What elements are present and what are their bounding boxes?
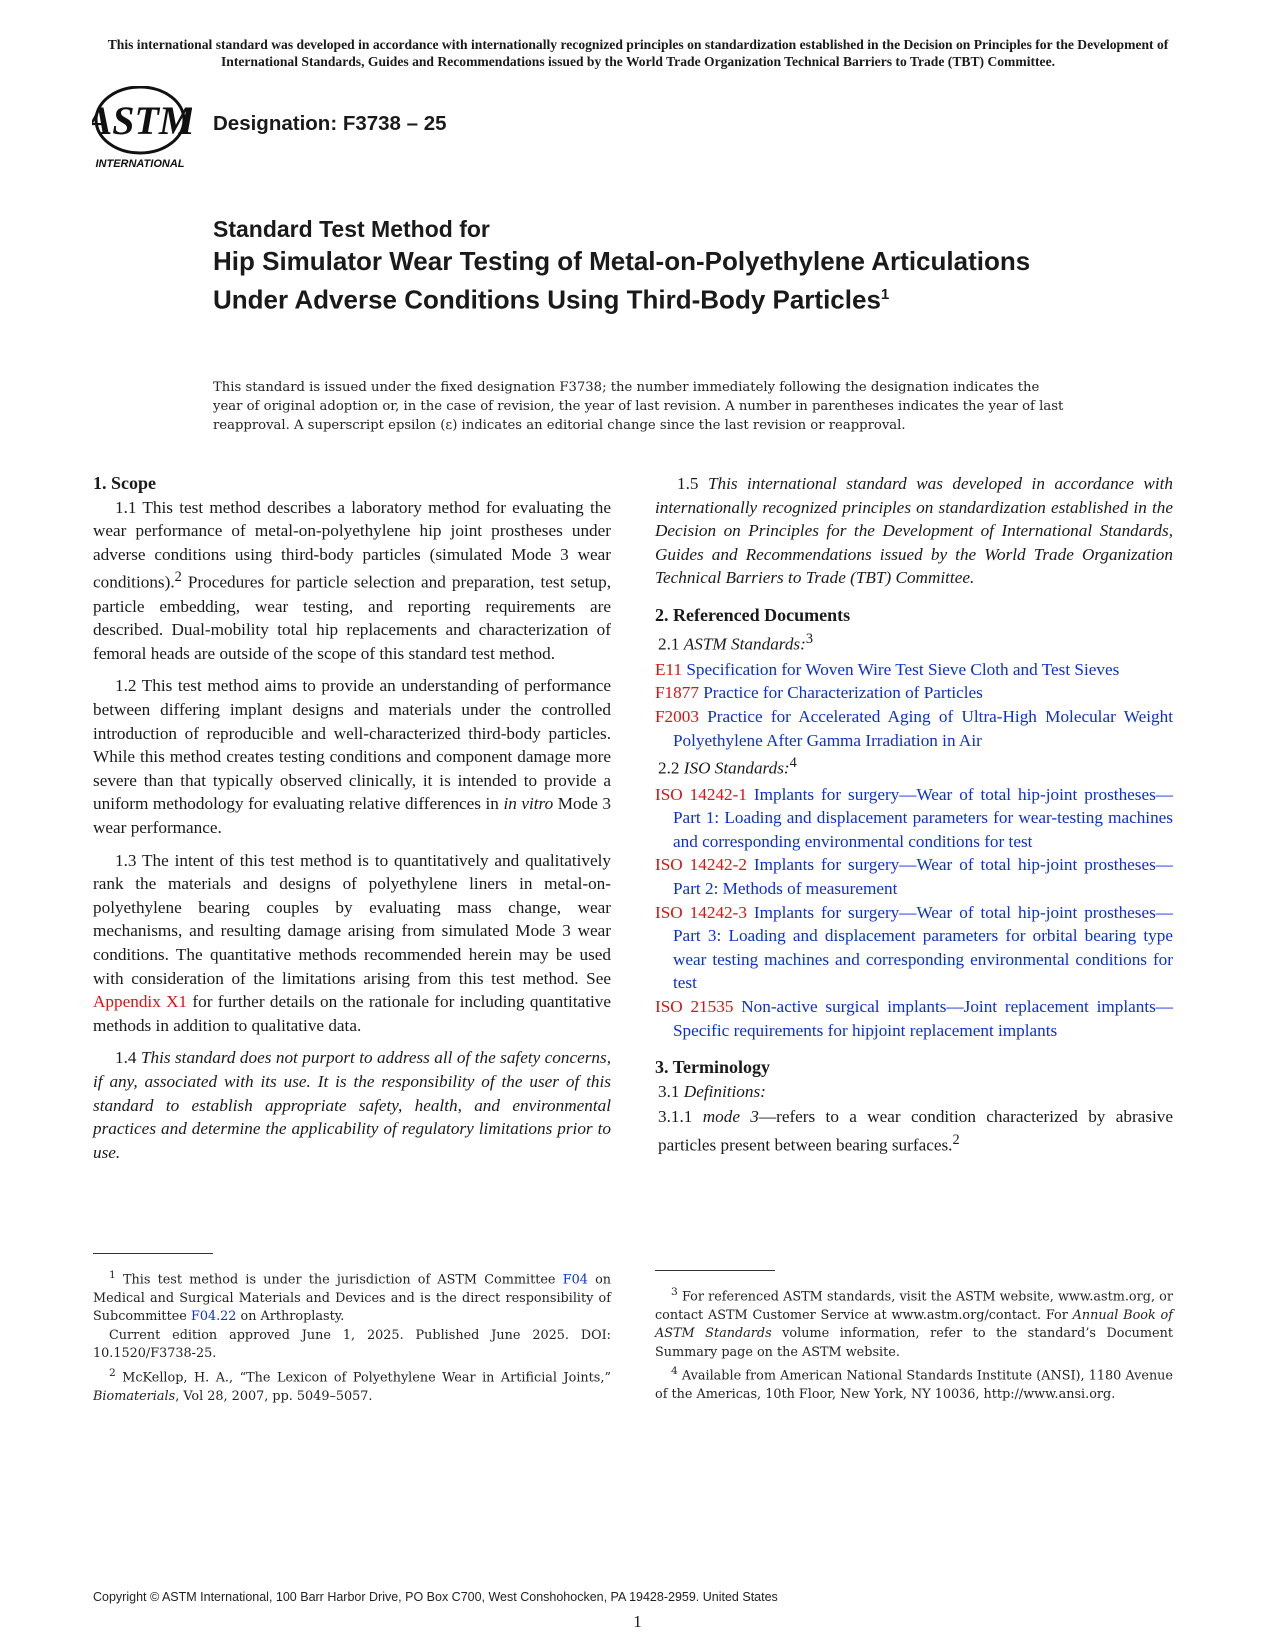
t1-num: 3.1.1 bbox=[658, 1107, 703, 1127]
footnote-1-text-c: on Arthroplasty. bbox=[236, 1309, 345, 1325]
ref-code[interactable]: ISO 14242-2 bbox=[655, 855, 747, 875]
copyright-line: Copyright © ASTM International, 100 Barr Harbor Drive, PO Box C700, West Conshohocken, PA 19428-2959. United States bbox=[93, 1590, 778, 1604]
footnote-rule-right bbox=[655, 1270, 775, 1271]
ref-astm-f1877[interactable] bbox=[655, 681, 1173, 705]
left-column bbox=[93, 472, 611, 1173]
subcommittee-link[interactable]: F04.22 bbox=[190, 1309, 237, 1325]
astm-sup: 3 bbox=[805, 630, 814, 647]
ref-title[interactable]: Specification for Woven Wire Test Sieve Cloth and Test Sieves bbox=[682, 659, 1120, 679]
paragraph-1-4 bbox=[93, 1046, 611, 1164]
ref-astm-e11[interactable] bbox=[655, 658, 1173, 682]
ref-iso-21535[interactable] bbox=[655, 995, 1173, 1042]
footnote-3-text-b: volume information, refer to the standard’s Document Summary page on the ASTM website. bbox=[655, 1326, 1173, 1360]
ref-title[interactable]: Implants for surgery—Wear of total hip-joint prostheses—Part 1: Loading and displacement parameters for wear-testing machines and corresponding environmental conditions for test bbox=[673, 784, 1173, 851]
logo-text: ASTM bbox=[92, 98, 192, 143]
astm-logo-icon bbox=[92, 86, 192, 172]
paragraph-1-3 bbox=[93, 849, 611, 1038]
p3-text-a: 1.3 The intent of this test method is to quantitatively and qualitatively rank the materials and designs of polyethylene liners in metal-on-polyethylene bearing couples by evaluating mass change, wear mechanisms, and resulting damage arising from simulated Mode 3 wear conditions. The quantitative methods recommended herein may be used with consideration of the limitations arising from this test method. See bbox=[93, 850, 611, 988]
paragraph-1-1 bbox=[93, 496, 611, 666]
ref-title[interactable]: Non-active surgical implants—Joint replacement implants—Specific requirements for hipjoint replacement implants bbox=[673, 996, 1173, 1040]
footnote-1-text-a: This test method is under the jurisdiction of ASTM Committee bbox=[115, 1272, 563, 1288]
right-column bbox=[655, 472, 1173, 1159]
definitions-label bbox=[655, 1080, 1173, 1104]
page-number: 1 bbox=[633, 1612, 642, 1631]
paragraph-1-2 bbox=[93, 674, 611, 839]
iso-label: ISO Standards: bbox=[683, 759, 790, 778]
section-heading-scope: 1. Scope bbox=[93, 473, 156, 493]
footnotes-right bbox=[655, 1283, 1173, 1405]
ref-code[interactable]: F2003 bbox=[655, 707, 699, 727]
footnote-1 bbox=[93, 1266, 611, 1327]
ref-title[interactable]: Implants for surgery—Wear of total hip-joint prostheses—Part 2: Methods of measurement bbox=[673, 855, 1173, 898]
p3-text-b: for further details on the rationale for including quantitative methods in addition to qualitative data. bbox=[93, 992, 611, 1035]
appendix-link[interactable]: Appendix X1 bbox=[93, 992, 188, 1012]
astm-logo bbox=[92, 86, 192, 172]
t1-sup: 2 bbox=[952, 1131, 960, 1148]
ref-title[interactable]: Practice for Accelerated Aging of Ultra-High Molecular Weight Polyethylene After Gamma Irradiation in Air bbox=[673, 707, 1173, 750]
designation: Designation: F3738 – 25 bbox=[213, 112, 447, 135]
p4-number: 1.4 bbox=[115, 1048, 141, 1068]
ref-code[interactable]: ISO 21535 bbox=[655, 996, 734, 1016]
top-notice: This international standard was developed in accordance with internationally recognized principles on standardization established in the Decision on Principles for the Development of International Standards, Guides and Recommendations issued by the World Trade Organization Technical Barriers to Trade (TBT) Committee. bbox=[107, 37, 1169, 69]
footnote-2-text-b: , Vol 28, 2007, pp. 5049–5057. bbox=[175, 1388, 373, 1404]
footnote-4-mark: 4 bbox=[671, 1364, 678, 1378]
footnote-2-italic: Biomaterials bbox=[93, 1388, 176, 1404]
section-heading-terminology: 3. Terminology bbox=[655, 1057, 771, 1078]
title-main-text: Hip Simulator Wear Testing of Metal-on-Polyethylene Articulations Under Adverse Conditions Using Third-Body Particles bbox=[213, 246, 1031, 315]
t1-text: —refers to a wear condition characterized by abrasive particles present between bearing surfaces. bbox=[658, 1107, 1174, 1155]
footnote-3-italic: Annual Book of ASTM Standards bbox=[655, 1307, 1173, 1342]
iso-num: 2.2 bbox=[658, 759, 684, 778]
ref-iso-14242-2[interactable] bbox=[655, 853, 1173, 900]
title-footnote-mark: 1 bbox=[880, 286, 890, 303]
p2-italic: in vitro bbox=[503, 794, 554, 814]
footnote-4-text: Available from American National Standards Institute (ANSI), 1180 Avenue of the Americas, 10th Floor, New York, NY 10036, http://www.ansi.org. bbox=[655, 1368, 1173, 1403]
iso-sup: 4 bbox=[789, 755, 797, 772]
section-heading-referenced: 2. Referenced Documents bbox=[655, 604, 851, 625]
astm-num: 2.1 bbox=[658, 634, 684, 654]
def-num: 3.1 bbox=[658, 1081, 684, 1101]
title-pre: Standard Test Method for bbox=[213, 216, 490, 242]
issued-note: This standard is issued under the fixed designation F3738; the number immediately following the designation indicates the year of original adoption or, in the case of revision, the year of last revision. A number in parentheses indicates the year of last reapproval. A superscript epsilon (ε) indicates an editorial change since the last revision or reapproval. bbox=[213, 380, 1064, 433]
p2-text-b: Mode 3 wear performance. bbox=[93, 794, 611, 838]
ref-code[interactable]: E11 bbox=[655, 659, 683, 679]
p1-text-a: 1.1 This test method describes a laboratory method for evaluating the wear performance of metal-on-polyethylene hip joint prostheses under adverse conditions using third-body particles (simulated Mode 3 wear conditions). bbox=[93, 497, 611, 593]
footnote-2-mark: 2 bbox=[109, 1365, 116, 1379]
def-label: Definitions: bbox=[683, 1081, 766, 1101]
footnote-4 bbox=[655, 1362, 1173, 1404]
ref-title[interactable]: Implants for surgery—Wear of total hip-joint prostheses—Part 3: Loading and displacement parameters for orbital bearing type wear testing machines and corresponding environmental conditions for test bbox=[673, 902, 1173, 993]
footnote-1-mark: 1 bbox=[109, 1268, 116, 1281]
astm-label: ASTM Standards: bbox=[683, 634, 806, 654]
iso-standards-label bbox=[655, 752, 1173, 780]
p5-number: 1.5 bbox=[677, 474, 708, 493]
footnotes-left bbox=[93, 1266, 611, 1406]
astm-standards-label bbox=[655, 628, 1173, 656]
document-title bbox=[213, 244, 1063, 317]
ref-astm-f2003[interactable] bbox=[655, 705, 1173, 752]
footnote-3 bbox=[655, 1283, 1173, 1362]
footnote-2-text-a: McKellop, H. A., “The Lexicon of Polyethylene Wear in Artificial Joints,” bbox=[115, 1370, 611, 1386]
footnote-rule-left bbox=[93, 1253, 213, 1254]
p4-italic: This standard does not purport to address all of the safety concerns, if any, associated with its use. It is the responsibility of the user of this standard to establish appropriate safety, health, and environmental practices and determine the applicability of regulatory limitations prior to use. bbox=[93, 1048, 612, 1162]
p1-footnote-ref[interactable]: 2 bbox=[174, 569, 182, 586]
t1-term: mode 3 bbox=[702, 1107, 759, 1127]
committee-link[interactable]: F04 bbox=[562, 1272, 588, 1288]
footnote-2 bbox=[93, 1364, 611, 1406]
footnote-3-mark: 3 bbox=[671, 1285, 678, 1298]
paragraph-1-5 bbox=[655, 472, 1173, 590]
p2-text-a: 1.2 This test method aims to provide an understanding of performance between differing implant designs and materials under the controlled introduction of reproducible and well-characterized third-body particles. While this method creates testing conditions and component damage more severe than that typically observed clinically, it is intended to provide a uniform methodology for evaluating relative differences in bbox=[93, 676, 611, 814]
ref-code[interactable]: ISO 14242-1 bbox=[655, 784, 747, 804]
footnote-1-edition: Current edition approved June 1, 2025. Published June 2025. DOI: 10.1520/F3738-25. bbox=[93, 1327, 611, 1362]
title-block bbox=[213, 214, 1063, 317]
ref-title[interactable]: Practice for Characterization of Particles bbox=[698, 683, 983, 703]
definition-mode-3 bbox=[655, 1105, 1173, 1157]
p5-italic: This international standard was developed in accordance with internationally recognized principles on standardization established in the Decision on Principles for the Development of International Standards, Guides and Recommendations issued by the World Trade Organization Technical Barriers to Trade (TBT) Committee. bbox=[655, 474, 1173, 588]
logo-subtext: INTERNATIONAL bbox=[95, 158, 185, 170]
footnote-1-text-b: on Medical and Surgical Materials and Devices and is the direct responsibility of Subcommittee bbox=[93, 1272, 612, 1325]
ref-iso-14242-1[interactable] bbox=[655, 783, 1173, 854]
ref-iso-14242-3[interactable] bbox=[655, 901, 1173, 995]
ref-code[interactable]: F1877 bbox=[655, 683, 699, 703]
footnote-3-text-a: For referenced ASTM standards, visit the ASTM website, www.astm.org, or contact ASTM Customer Service at www.astm.org/contact. For bbox=[655, 1289, 1173, 1323]
ref-code[interactable]: ISO 14242-3 bbox=[655, 902, 747, 922]
p1-text-b: Procedures for particle selection and preparation, test setup, particle embedding, wear testing, and reporting requirements are described. Dual-mobility total hip replacements and characterization of femoral heads are outside of the scope of this standard test method. bbox=[93, 573, 611, 663]
